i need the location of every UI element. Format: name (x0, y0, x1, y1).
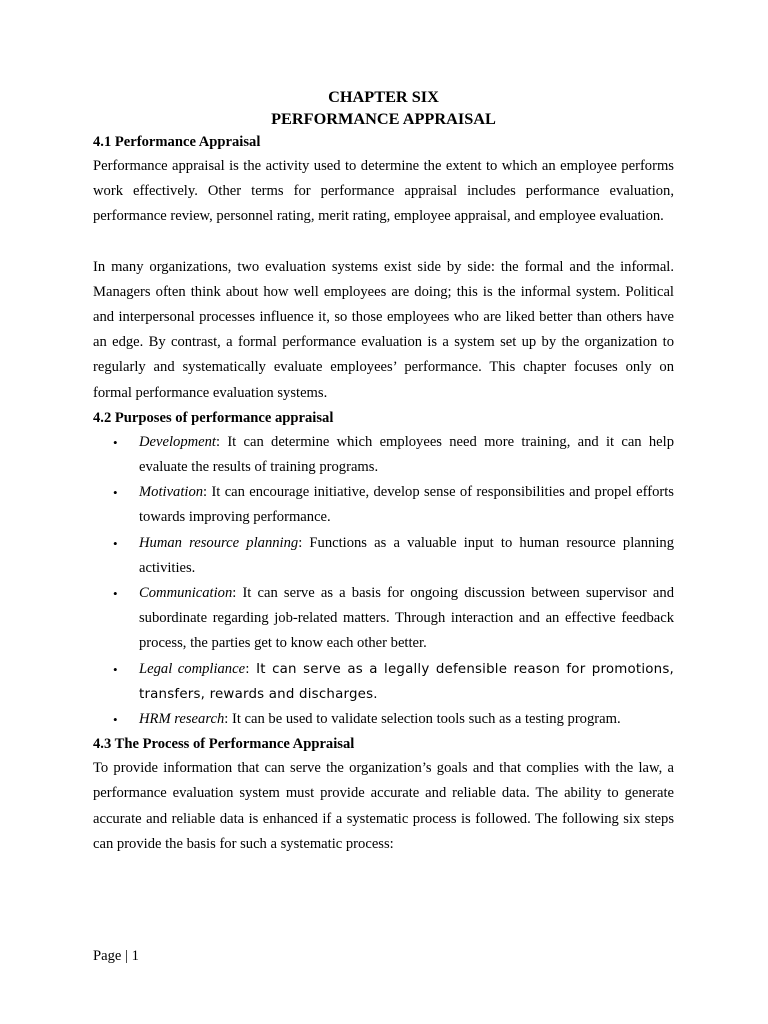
section-heading-4-2: 4.2 Purposes of performance appraisal (93, 409, 334, 426)
list-item-text: : It can determine which employees need more training, and it can help evaluate the results of training programs. (139, 433, 674, 476)
list-item (93, 581, 674, 657)
list-item-term: HRM research (139, 711, 225, 728)
bullet-icon: • (113, 586, 118, 602)
list-item-term: Development (139, 433, 216, 450)
chapter-subtitle: PERFORMANCE APPRAISAL (271, 109, 496, 128)
list-item (93, 430, 674, 480)
bullet-icon: • (113, 535, 118, 551)
chapter-title: CHAPTER SIX (328, 87, 439, 106)
list-item-text: : It can encourage initiative, develop sense of responsibilities and propel efforts towards improving performance. (139, 484, 674, 526)
purposes-list (93, 430, 674, 732)
list-item-text: : It can serve as a legally defensible reason for promotions, transfers, rewards and discharges. (139, 661, 674, 702)
bullet-icon: • (113, 661, 118, 677)
list-item-term: Legal compliance (139, 660, 246, 677)
bullet-icon: • (113, 434, 118, 450)
document-page (93, 86, 674, 857)
list-item-term: Human resource planning (139, 534, 299, 551)
list-item (93, 531, 674, 581)
list-item-text: : Functions as a valuable input to human resource planning activities. (139, 534, 674, 576)
paragraph-4-1-b: In many organizations, two evaluation systems exist side by side: the formal and the informal. Managers often think about how well employees are doing; this is the informal system. Political and interpersonal processes influence it, so those employees who are liked better than others have an edge. By contrast, a formal performance evaluation is a system set up by the organization to regularly and systematically evaluate employees’ performance. This chapter focuses only on formal performance evaluation systems. (93, 258, 674, 401)
list-item-text: : It can be used to validate selection tools such as a testing program. (224, 711, 621, 728)
paragraph-4-1-a: Performance appraisal is the activity used to determine the extent to which an employee performs work effectively. Other terms for performance appraisal includes performance evaluation, performance review, personnel rating, merit rating, employee appraisal, and employee evaluation. (93, 158, 674, 225)
list-item-text: : It can serve as a basis for ongoing discussion between supervisor and subordinate regarding job-related matters. Through interaction and an effective feedback process, the parties get to know each other better. (139, 585, 674, 652)
list-item (93, 657, 674, 707)
list-item-term: Motivation (139, 484, 204, 501)
bullet-icon: • (113, 712, 118, 728)
section-heading-4-3: 4.3 The Process of Performance Appraisal (93, 736, 355, 753)
list-item (93, 707, 674, 732)
paragraph-4-3-a: To provide information that can serve the organization’s goals and that complies with the law, a performance evaluation system must provide accurate and reliable data. The ability to generate accurate and reliable data is enhanced if a systematic process is followed. The following six steps can provide the basis for such a systematic process: (93, 760, 674, 852)
bullet-icon: • (113, 485, 118, 501)
section-heading-4-1: 4.1 Performance Appraisal (93, 134, 261, 150)
list-item-term: Communication (139, 585, 233, 602)
list-item (93, 480, 674, 530)
page-number: Page | 1 (93, 948, 139, 964)
